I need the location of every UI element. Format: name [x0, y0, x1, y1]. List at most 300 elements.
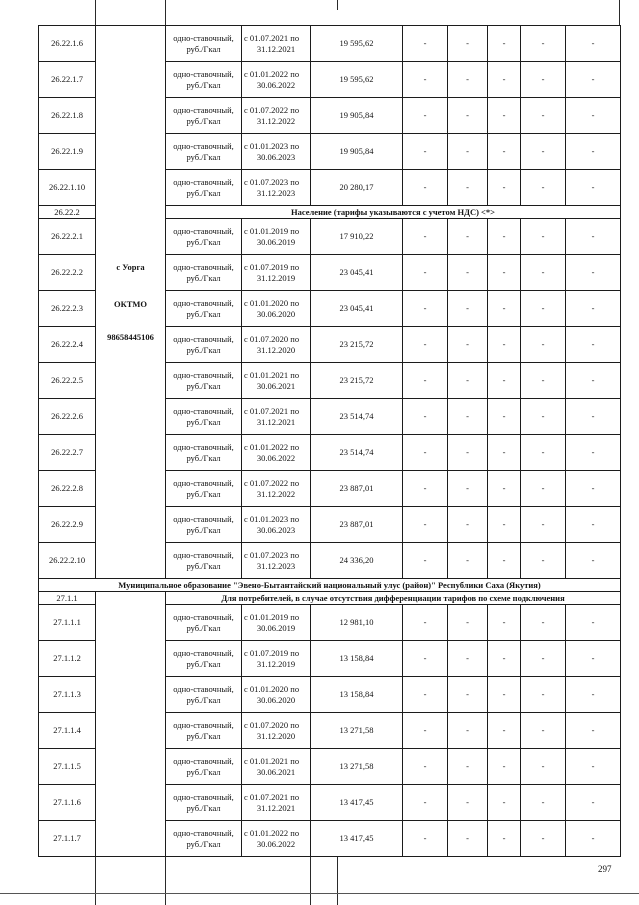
tariff-value: 23 514,74 [311, 435, 403, 471]
blank-cell: - [403, 134, 448, 170]
blank-cell: - [403, 507, 448, 543]
period-start: с 01.01.2019 по [244, 611, 300, 622]
blank-cell: - [566, 641, 621, 677]
unit-cell [166, 291, 242, 327]
blank-cell: - [448, 170, 488, 206]
period-start: с 01.07.2023 по [244, 549, 300, 560]
locality-cell [96, 26, 166, 579]
blank-cell: - [566, 62, 621, 98]
period-start: с 01.01.2022 по [244, 68, 300, 79]
blank-cell: - [521, 363, 566, 399]
period-end: 30.06.2023 [256, 524, 296, 535]
unit-line: руб./Гкал [186, 730, 221, 741]
tariff-value: 23 215,72 [311, 363, 403, 399]
unit-cell [166, 134, 242, 170]
blank-cell: - [521, 98, 566, 134]
unit-line: руб./Гкал [186, 560, 221, 571]
period-cell [242, 363, 311, 399]
unit-line: одно-ставочный, [173, 827, 234, 838]
unit-cell [166, 327, 242, 363]
period-cell [242, 399, 311, 435]
blank-cell: - [403, 605, 448, 641]
unit-cell [166, 363, 242, 399]
blank-cell: - [448, 821, 488, 857]
unit-line: руб./Гкал [186, 308, 221, 319]
period-start: с 01.07.2019 по [244, 261, 300, 272]
blank-cell: - [566, 255, 621, 291]
blank-cell: - [488, 821, 521, 857]
page-number: 297 [598, 864, 612, 874]
blank-cell: - [448, 785, 488, 821]
locality-name: с Уорга [116, 261, 145, 272]
blank-cell: - [403, 543, 448, 579]
blank-cell: - [521, 170, 566, 206]
group-title: Для потребителей, в случае отсутствия дифференциации тарифов по схеме подключения [166, 592, 621, 605]
blank-cell: - [488, 713, 521, 749]
unit-cell [166, 507, 242, 543]
row-code: 27.1.1.1 [39, 605, 96, 641]
blank-cell: - [521, 605, 566, 641]
period-end: 31.12.2019 [256, 272, 296, 283]
unit-line: одно-ставочный, [173, 297, 234, 308]
blank-cell: - [521, 641, 566, 677]
period-start: с 01.07.2021 по [244, 405, 300, 416]
blank-cell: - [488, 26, 521, 62]
blank-cell: - [403, 749, 448, 785]
period-cell [242, 507, 311, 543]
blank-cell: - [488, 677, 521, 713]
unit-line: руб./Гкал [186, 694, 221, 705]
period-cell [242, 26, 311, 62]
scan-rule [619, 0, 620, 25]
period-end: 30.06.2021 [256, 766, 296, 777]
period-start: с 01.01.2023 по [244, 513, 300, 524]
blank-cell: - [448, 327, 488, 363]
blank-cell: - [521, 821, 566, 857]
unit-cell [166, 170, 242, 206]
scan-rule [165, 857, 166, 905]
blank-cell: - [521, 255, 566, 291]
tariff-value: 13 158,84 [311, 641, 403, 677]
blank-cell: - [403, 677, 448, 713]
group-row [39, 592, 621, 605]
blank-cell: - [488, 62, 521, 98]
row-code: 27.1.1.4 [39, 713, 96, 749]
row-code: 26.22.2.3 [39, 291, 96, 327]
blank-cell: - [488, 641, 521, 677]
blank-cell: - [566, 507, 621, 543]
blank-cell: - [403, 785, 448, 821]
tariff-value: 13 271,58 [311, 749, 403, 785]
tariff-value: 13 417,45 [311, 821, 403, 857]
row-code: 26.22.1.7 [39, 62, 96, 98]
period-cell [242, 677, 311, 713]
blank-cell: - [403, 327, 448, 363]
unit-cell [166, 26, 242, 62]
period-start: с 01.01.2020 по [244, 683, 300, 694]
blank-cell: - [521, 134, 566, 170]
row-code: 26.22.2.5 [39, 363, 96, 399]
unit-line: одно-ставочный, [173, 683, 234, 694]
blank-cell: - [521, 543, 566, 579]
unit-line: руб./Гкал [186, 524, 221, 535]
blank-cell: - [521, 713, 566, 749]
period-end: 30.06.2021 [256, 380, 296, 391]
unit-cell [166, 471, 242, 507]
unit-line: руб./Гкал [186, 380, 221, 391]
unit-line: одно-ставочный, [173, 261, 234, 272]
unit-cell [166, 605, 242, 641]
blank-cell: - [488, 399, 521, 435]
period-end: 31.12.2021 [256, 802, 296, 813]
unit-line: руб./Гкал [186, 344, 221, 355]
scan-rule [95, 0, 96, 25]
blank-cell: - [488, 471, 521, 507]
unit-line: одно-ставочный, [173, 719, 234, 730]
row-code: 27.1.1.2 [39, 641, 96, 677]
tariff-value: 19 905,84 [311, 134, 403, 170]
blank-cell: - [488, 327, 521, 363]
scan-rule [310, 857, 311, 905]
row-code: 27.1.1.6 [39, 785, 96, 821]
unit-line: руб./Гкал [186, 766, 221, 777]
blank-cell: - [488, 170, 521, 206]
blank-cell: - [566, 327, 621, 363]
row-code: 26.22.2.2 [39, 255, 96, 291]
unit-line: одно-ставочный, [173, 755, 234, 766]
row-code: 26.22.2 [39, 206, 96, 219]
period-cell [242, 435, 311, 471]
blank-cell: - [448, 641, 488, 677]
blank-cell: - [488, 98, 521, 134]
period-start: с 01.01.2021 по [244, 369, 300, 380]
period-end: 30.06.2019 [256, 622, 296, 633]
tariff-value: 19 595,62 [311, 62, 403, 98]
period-start: с 01.01.2023 по [244, 140, 300, 151]
municipality-row [39, 579, 621, 592]
unit-cell [166, 98, 242, 134]
unit-line: одно-ставочный, [173, 549, 234, 560]
unit-line: одно-ставочный, [173, 513, 234, 524]
unit-cell [166, 749, 242, 785]
blank-cell: - [488, 507, 521, 543]
blank-cell: - [566, 821, 621, 857]
blank-cell: - [521, 677, 566, 713]
unit-line: руб./Гкал [186, 272, 221, 283]
blank-cell: - [566, 219, 621, 255]
blank-cell: - [448, 605, 488, 641]
tariff-value: 23 045,41 [311, 291, 403, 327]
period-end: 31.12.2022 [256, 115, 296, 126]
blank-cell: - [566, 605, 621, 641]
period-cell [242, 291, 311, 327]
unit-line: одно-ставочный, [173, 68, 234, 79]
period-end: 31.12.2021 [256, 416, 296, 427]
blank-cell: - [448, 134, 488, 170]
unit-line: руб./Гкал [186, 452, 221, 463]
tariff-value: 23 514,74 [311, 399, 403, 435]
unit-cell [166, 219, 242, 255]
row-code: 26.22.2.9 [39, 507, 96, 543]
blank-cell: - [448, 677, 488, 713]
period-cell [242, 605, 311, 641]
blank-cell: - [403, 26, 448, 62]
unit-cell [166, 255, 242, 291]
period-start: с 01.07.2019 по [244, 647, 300, 658]
blank-cell: - [521, 785, 566, 821]
scan-rule [95, 857, 96, 905]
period-end: 31.12.2023 [256, 560, 296, 571]
tariff-row [39, 26, 621, 62]
tariff-value: 19 595,62 [311, 26, 403, 62]
unit-line: одно-ставочный, [173, 441, 234, 452]
group-title: Население (тарифы указываются с учетом НДС) <*> [166, 206, 621, 219]
scan-rule [337, 0, 338, 10]
blank-cell: - [403, 170, 448, 206]
period-start: с 01.07.2022 по [244, 477, 300, 488]
blank-cell: - [521, 399, 566, 435]
blank-cell: - [448, 399, 488, 435]
blank-cell: - [566, 26, 621, 62]
oktmo-code: 98658445106 [107, 331, 154, 342]
locality-cell [96, 592, 166, 857]
blank-cell: - [403, 471, 448, 507]
row-code: 27.1.1 [39, 592, 96, 605]
unit-cell [166, 677, 242, 713]
blank-cell: - [566, 749, 621, 785]
tariff-value: 23 887,01 [311, 507, 403, 543]
blank-cell: - [521, 749, 566, 785]
unit-line: одно-ставочный, [173, 791, 234, 802]
blank-cell: - [488, 605, 521, 641]
unit-cell [166, 435, 242, 471]
oktmo-label: ОКТМО [114, 298, 147, 309]
unit-cell [166, 399, 242, 435]
period-start: с 01.01.2020 по [244, 297, 300, 308]
blank-cell: - [403, 255, 448, 291]
blank-cell: - [566, 471, 621, 507]
blank-cell: - [403, 641, 448, 677]
blank-cell: - [566, 435, 621, 471]
blank-cell: - [566, 98, 621, 134]
row-code: 26.22.2.8 [39, 471, 96, 507]
unit-cell [166, 785, 242, 821]
scan-rule [337, 857, 338, 905]
blank-cell: - [566, 785, 621, 821]
blank-cell: - [448, 219, 488, 255]
unit-cell [166, 543, 242, 579]
tariff-value: 12 981,10 [311, 605, 403, 641]
tariff-value: 23 045,41 [311, 255, 403, 291]
row-code: 26.22.1.10 [39, 170, 96, 206]
blank-cell: - [448, 255, 488, 291]
tariff-value: 23 215,72 [311, 327, 403, 363]
blank-cell: - [566, 291, 621, 327]
tariff-value: 17 910,22 [311, 219, 403, 255]
unit-line: руб./Гкал [186, 838, 221, 849]
blank-cell: - [403, 821, 448, 857]
unit-line: руб./Гкал [186, 115, 221, 126]
unit-line: одно-ставочный, [173, 647, 234, 658]
row-code: 26.22.2.10 [39, 543, 96, 579]
tariff-value: 24 336,20 [311, 543, 403, 579]
period-end: 31.12.2023 [256, 187, 296, 198]
unit-line: руб./Гкал [186, 416, 221, 427]
unit-line: руб./Гкал [186, 151, 221, 162]
tariff-value: 20 280,17 [311, 170, 403, 206]
blank-cell: - [448, 713, 488, 749]
blank-cell: - [488, 363, 521, 399]
period-end: 31.12.2021 [256, 43, 296, 54]
period-end: 30.06.2020 [256, 308, 296, 319]
blank-cell: - [448, 435, 488, 471]
blank-cell: - [403, 713, 448, 749]
period-end: 30.06.2022 [256, 452, 296, 463]
period-cell [242, 471, 311, 507]
unit-line: руб./Гкал [186, 236, 221, 247]
blank-cell: - [403, 363, 448, 399]
unit-line: одно-ставочный, [173, 176, 234, 187]
period-end: 30.06.2022 [256, 838, 296, 849]
row-code: 26.22.2.4 [39, 327, 96, 363]
period-start: с 01.01.2022 по [244, 441, 300, 452]
unit-line: одно-ставочный, [173, 225, 234, 236]
blank-cell: - [488, 255, 521, 291]
period-cell [242, 785, 311, 821]
period-start: с 01.01.2021 по [244, 755, 300, 766]
unit-line: руб./Гкал [186, 658, 221, 669]
blank-cell: - [521, 507, 566, 543]
blank-cell: - [566, 543, 621, 579]
unit-line: одно-ставочный, [173, 611, 234, 622]
period-end: 30.06.2020 [256, 694, 296, 705]
unit-cell [166, 713, 242, 749]
period-cell [242, 749, 311, 785]
period-start: с 01.01.2022 по [244, 827, 300, 838]
row-code: 26.22.1.8 [39, 98, 96, 134]
blank-cell: - [566, 677, 621, 713]
period-start: с 01.07.2021 по [244, 791, 300, 802]
blank-cell: - [566, 170, 621, 206]
period-cell [242, 62, 311, 98]
scan-rule [165, 0, 166, 25]
scan-rule [0, 893, 639, 894]
period-cell [242, 255, 311, 291]
unit-line: руб./Гкал [186, 43, 221, 54]
blank-cell: - [403, 291, 448, 327]
unit-line: одно-ставочный, [173, 333, 234, 344]
blank-cell: - [488, 785, 521, 821]
period-end: 31.12.2022 [256, 488, 296, 499]
period-cell [242, 713, 311, 749]
blank-cell: - [403, 399, 448, 435]
blank-cell: - [448, 291, 488, 327]
blank-cell: - [566, 363, 621, 399]
period-cell [242, 821, 311, 857]
blank-cell: - [566, 399, 621, 435]
blank-cell: - [521, 26, 566, 62]
row-code: 26.22.2.6 [39, 399, 96, 435]
tariff-table-body [39, 26, 621, 857]
period-start: с 01.07.2020 по [244, 333, 300, 344]
unit-line: руб./Гкал [186, 488, 221, 499]
unit-cell [166, 62, 242, 98]
blank-cell: - [403, 435, 448, 471]
blank-cell: - [488, 749, 521, 785]
blank-cell: - [521, 327, 566, 363]
period-end: 30.06.2019 [256, 236, 296, 247]
unit-cell [166, 641, 242, 677]
blank-cell: - [448, 363, 488, 399]
blank-cell: - [521, 291, 566, 327]
blank-cell: - [448, 62, 488, 98]
period-cell [242, 134, 311, 170]
blank-cell: - [448, 471, 488, 507]
period-end: 30.06.2023 [256, 151, 296, 162]
unit-line: одно-ставочный, [173, 405, 234, 416]
row-code: 26.22.1.9 [39, 134, 96, 170]
unit-line: одно-ставочный, [173, 32, 234, 43]
period-cell [242, 98, 311, 134]
blank-cell: - [448, 543, 488, 579]
period-start: с 01.07.2020 по [244, 719, 300, 730]
unit-line: одно-ставочный, [173, 140, 234, 151]
blank-cell: - [488, 134, 521, 170]
blank-cell: - [403, 98, 448, 134]
blank-cell: - [403, 62, 448, 98]
tariff-value: 19 905,84 [311, 98, 403, 134]
blank-cell: - [488, 219, 521, 255]
period-cell [242, 641, 311, 677]
blank-cell: - [521, 471, 566, 507]
period-start: с 01.01.2019 по [244, 225, 300, 236]
unit-line: руб./Гкал [186, 187, 221, 198]
tariff-value: 13 271,58 [311, 713, 403, 749]
blank-cell: - [448, 26, 488, 62]
unit-line: одно-ставочный, [173, 104, 234, 115]
blank-cell: - [521, 219, 566, 255]
blank-cell: - [488, 291, 521, 327]
period-start: с 01.07.2023 по [244, 176, 300, 187]
period-end: 31.12.2020 [256, 730, 296, 741]
tariff-table [38, 25, 621, 857]
period-start: с 01.07.2021 по [244, 32, 300, 43]
blank-cell: - [448, 98, 488, 134]
blank-cell: - [521, 62, 566, 98]
period-end: 31.12.2019 [256, 658, 296, 669]
row-code: 27.1.1.5 [39, 749, 96, 785]
unit-line: руб./Гкал [186, 622, 221, 633]
period-end: 30.06.2022 [256, 79, 296, 90]
period-end: 31.12.2020 [256, 344, 296, 355]
blank-cell: - [566, 713, 621, 749]
period-cell [242, 327, 311, 363]
row-code: 27.1.1.7 [39, 821, 96, 857]
row-code: 27.1.1.3 [39, 677, 96, 713]
municipality-title: Муниципальное образование "Эвено-Бытантайский национальный улус (район)" Республики Саха (Якутия) [39, 579, 621, 592]
row-code: 26.22.2.1 [39, 219, 96, 255]
period-cell [242, 219, 311, 255]
tariff-value: 23 887,01 [311, 471, 403, 507]
unit-line: руб./Гкал [186, 79, 221, 90]
blank-cell: - [488, 543, 521, 579]
row-code: 26.22.2.7 [39, 435, 96, 471]
tariff-value: 13 417,45 [311, 785, 403, 821]
tariff-value: 13 158,84 [311, 677, 403, 713]
unit-cell [166, 821, 242, 857]
unit-line: руб./Гкал [186, 802, 221, 813]
blank-cell: - [521, 435, 566, 471]
